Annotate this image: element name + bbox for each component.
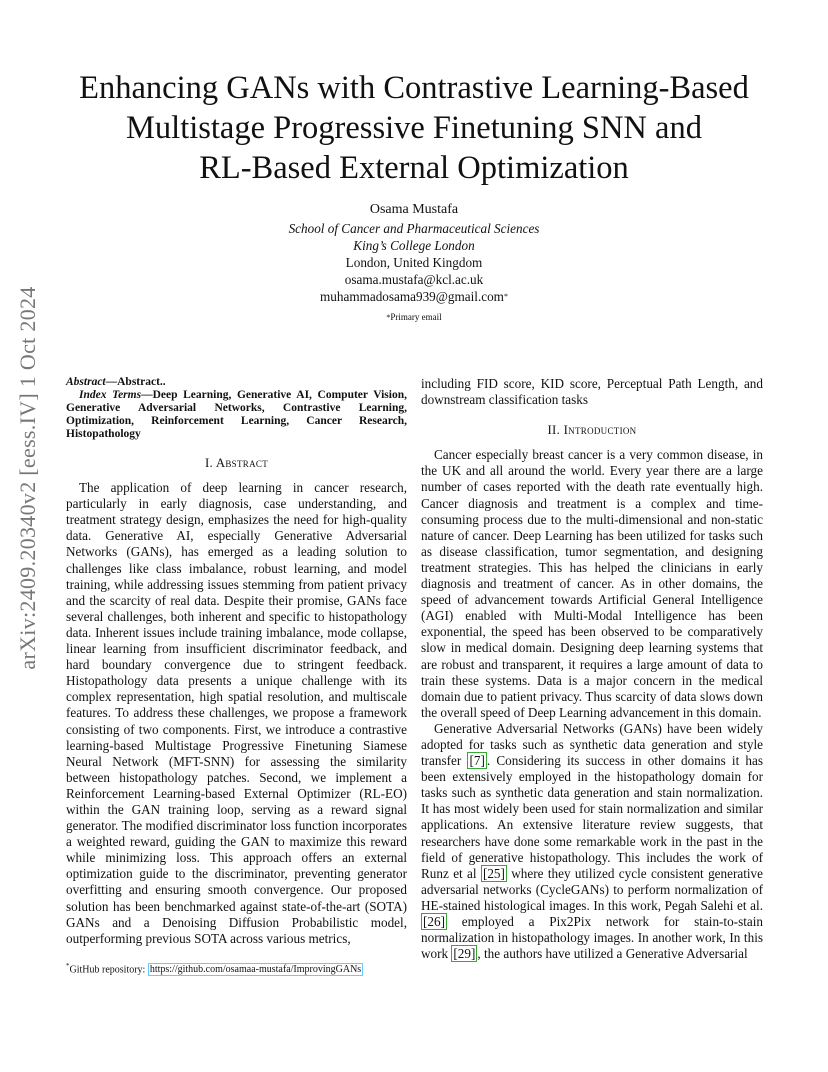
paragraph-text: , the authors have utilized a Generative Adversarial [477, 946, 748, 962]
index-terms-label: Index Terms [79, 389, 142, 401]
arxiv-identifier-text: arXiv:2409.20340v2 [eess.IV] 1 Oct 2024 [15, 286, 40, 670]
paper-title [60, 68, 768, 188]
section-heading: II. Introduction [547, 423, 637, 438]
arxiv-identifier [8, 286, 48, 670]
email-text: muhammadosama939@gmail.com [320, 289, 504, 304]
author-institution: King’s College London [353, 238, 475, 253]
paragraph-text: . Considering its success in other domains it has been extensively employed in the histopathology domain for tasks such as synthetic data generation and stain normalization. It has most widely been used for stain normalization and similar applications. An extensive literature review suggests, that researchers have done some remarkable work in the past in the field of generative histopathology. This includes the work of Runz et al [421, 753, 763, 881]
author-name: Osama Mustafa [369, 202, 459, 217]
citation-link[interactable]: [29] [453, 946, 476, 962]
body-paragraph [421, 721, 763, 962]
paragraph-text: employed a Pix2Pix network for stain-to-stain normalization in histopathology images. In another work, In this work [421, 914, 763, 962]
author-block [180, 201, 648, 326]
body-paragraph: The application of deep learning in cancer research, particularly in early diagnosis, case understanding, and treatment strategy design, emphasizes the need for high-quality data. Generative AI, especially Generative Adversarial Networks (GANs), has emerged as a leading solution to challenges like class imbalance, robust learning, and model training, while addressing issues stemming from patient privacy and the scarcity of real data. Despite their promise, GANs face several challenges, both inherent and specific to histopathology data. Inherent issues include training imbalance, mode collapse, linear learning from insufficient discriminator feedback, and hard boundary convergence due to stringent feedback. Histopathology data presents a unique challenge with its complex representation, high spatial resolution, and multiscale features. To address these challenges, we propose a framework consisting of two components. First, we introduce a contrastive learning-based Multistage Progressive Finetuning Siamese Neural Network (MFT-SNN) for assessing the similarity between histopathology patches. Second, we implement a Reinforcement Learning-based External Optimizer (RL-EO) within the GAN training loop, serving as a reward signal generator. The modified discriminator loss function incorporates a weighted reward, guiding the GAN to maximize this reward while minimizing loss. This approach offers an external optimization guide to the discriminator, preventing generator overfitting and ensuring smooth convergence. Our proposed solution has been benchmarked against state-of-the-art (SOTA) GANs and a Denoising Diffusion Probabilistic model, outperforming previous SOTA across various metrics, [66, 480, 407, 946]
author-affiliation: School of Cancer and Pharmaceutical Sciences [288, 221, 540, 236]
citation-link[interactable]: [7] [469, 753, 485, 769]
author-location: London, United Kingdom [345, 255, 483, 270]
abstract-block [66, 376, 407, 441]
paragraph-text: where they utilized cycle consistent generative adversarial networks (CycleGANs) to perform normalization of HE-stained histological images. In this work, Pegah Salehi et al. [421, 865, 763, 913]
title-line: Enhancing GANs with Contrastive Learning-Based [79, 70, 749, 106]
footnote-mark: * [386, 313, 391, 322]
author-email-primary [180, 288, 648, 305]
title-line: Multistage Progressive Finetuning SNN and [126, 110, 702, 146]
abstract-text: —Abstract.. [105, 376, 166, 388]
author-footnote [180, 309, 648, 326]
footnote [66, 960, 407, 976]
right-column [421, 376, 763, 962]
body-paragraph: Cancer especially breast cancer is a very common disease, in the UK and all around the world. Every year there are a large number of cases reported with the death rate eventually high. Cancer diagnosis and treatment is a complex and time-consuming process due to the multi-dimensional and non-static nature of cancer. Deep Learning has been utilized for tasks such as disease classification, tumor segmentation, and designing treatment strategies. This has helped the clinicians in early diagnosis and treatment of cancer. As in other domains, the speed of advancement towards Artificial General Intelligence (AGI) enabled with Multi-Modal Intelligence has been exponential, the speed has been observed to be comparatively slow in medical domain. Designing deep learning systems that are robust and transparent, it requires a large amount of data to train these systems. Data is a major concern in the medical domain due to patient privacy. Thus scarcity of data slows down the overall speed of Deep Learning advancement in this domain. [421, 447, 763, 720]
github-link[interactable]: https://github.com/osamaa-mustafa/ImprovingGANs [149, 964, 362, 976]
left-column [66, 376, 407, 947]
body-paragraph: including FID score, KID score, Perceptual Path Length, and downstream classification tasks [421, 376, 763, 408]
author-email: osama.mustafa@kcl.ac.uk [344, 272, 484, 287]
index-terms-text: —Deep Learning, Generative AI, Computer Vision, Generative Adversarial Networks, Contrastive Learning, Optimization, Reinforcement Learning, Cancer Research, Histopathology [66, 389, 407, 440]
abstract-label: Abstract [66, 376, 106, 388]
paragraph-text: Generative Adversarial Networks (GANs) have been widely adopted for tasks such as synthetic data generation and style transfer [421, 720, 763, 769]
footnote-text: GitHub repository: [69, 964, 148, 976]
title-line: RL-Based External Optimization [199, 150, 629, 186]
footnote-mark: * [66, 962, 70, 970]
footnote-text: Primary email [390, 312, 442, 322]
citation-link[interactable]: [25] [482, 865, 505, 881]
citation-link[interactable]: [26] [423, 914, 445, 929]
section-heading: I. Abstract [204, 456, 268, 470]
abstract-paragraph [66, 376, 407, 389]
index-terms [66, 389, 407, 441]
email-mark: * [503, 292, 508, 301]
